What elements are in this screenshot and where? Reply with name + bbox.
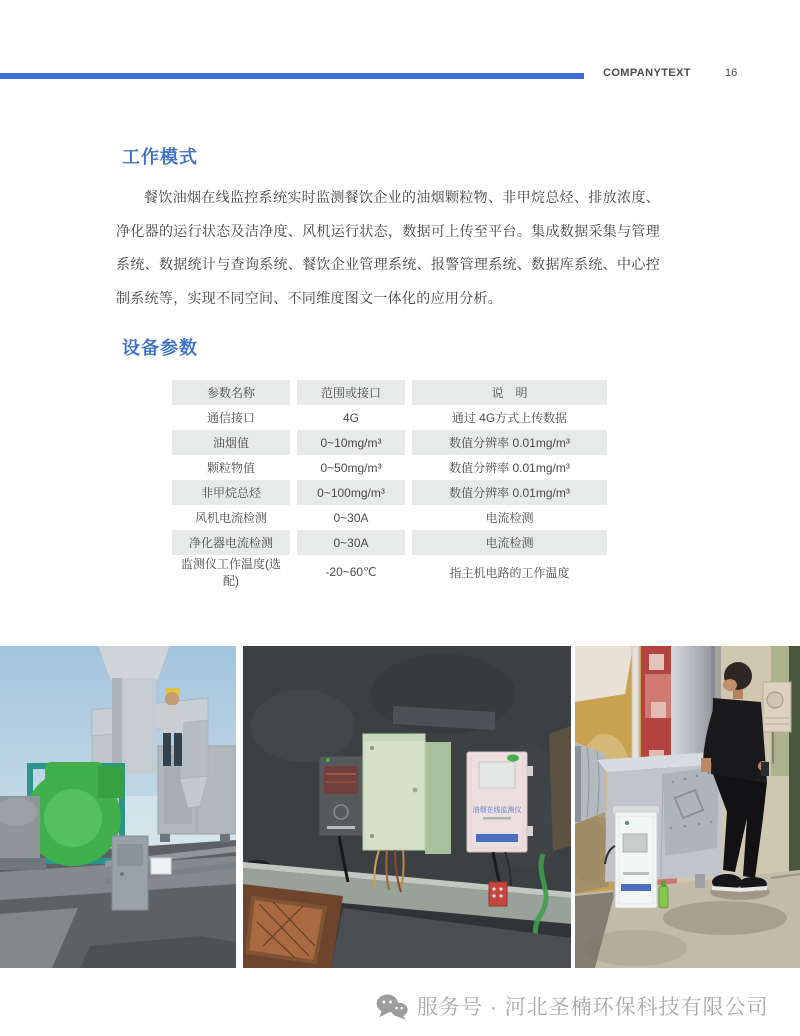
table-header-cell: 范围或接口 bbox=[297, 380, 405, 405]
table-cell: 风机电流检测 bbox=[194, 511, 267, 525]
footer-service-text: 服务号 · 河北圣楠环保科技有限公司 bbox=[417, 996, 769, 1019]
table-cell: 0~100mg/m³ bbox=[297, 480, 405, 505]
section-title-work-mode: 工作模式 bbox=[122, 147, 198, 167]
table-cell: 指主机电路的工作温度 bbox=[449, 565, 570, 580]
table-cell: 监测仪工作温度(选配) bbox=[181, 557, 281, 588]
page-number: 16 bbox=[725, 67, 738, 79]
work-mode-paragraph: 餐饮油烟在线监控系统实时监测餐饮企业的油烟颗粒物、非甲烷总烃、排放浓度、净化器的运行状态及洁净度、风机运行状态，数据可上传至平台。集成数据采集与管理系统、数据统计与查询系统、餐饮企业管理系统、报警管理系统、数据库系统、中心控制系统等，实现不同空间、不同维度图文一体化的应用分析。 bbox=[116, 189, 660, 306]
photo-wall-mounted-monitors bbox=[243, 646, 571, 968]
table-cell: 0~30A bbox=[333, 510, 369, 525]
table-header-row bbox=[172, 380, 607, 405]
table-cell: 0~50mg/m³ bbox=[320, 460, 382, 475]
table-cell: 电流检测 bbox=[485, 511, 534, 525]
table-header-cell: 参数名称 bbox=[172, 380, 290, 405]
terminal-block bbox=[489, 882, 507, 906]
table-row bbox=[172, 405, 607, 430]
params-table-head bbox=[172, 380, 607, 405]
params-table-body bbox=[172, 405, 607, 589]
wechat-icon bbox=[375, 993, 408, 1020]
table-row bbox=[172, 530, 607, 555]
table-cell: 颗粒物值 bbox=[206, 461, 255, 475]
table-cell: 数值分辨率 0.01mg/m³ bbox=[412, 480, 607, 505]
table-cell: 电流检测 bbox=[412, 530, 607, 555]
monitor-label-text: 油烟在线监测仪 bbox=[472, 807, 522, 814]
table-row bbox=[172, 505, 607, 530]
table-cell: 通过 4G方式上传数据 bbox=[451, 411, 568, 425]
small-monitor-unit bbox=[151, 858, 171, 874]
device-params-table bbox=[165, 380, 614, 589]
photo-rooftop-fan-installation bbox=[0, 646, 236, 968]
rusty-mesh-grill bbox=[243, 884, 343, 968]
table-header-cell: 说 明 bbox=[412, 380, 607, 405]
table-cell: 非甲烷总烃 bbox=[172, 480, 290, 505]
table-cell: 油烟值 bbox=[172, 430, 290, 455]
table-cell: 数值分辨率 0.01mg/m³ bbox=[412, 430, 607, 455]
table-cell: 通信接口 bbox=[206, 411, 255, 425]
table-cell: -20~60℃ bbox=[325, 565, 377, 579]
section-title-device-params: 设备参数 bbox=[122, 338, 198, 358]
header-company-label: COMPANYTEXT bbox=[603, 67, 691, 79]
footer bbox=[375, 991, 769, 1021]
table-row bbox=[172, 430, 607, 455]
table-cell: 0~30A bbox=[297, 530, 405, 555]
table-cell: 0~10mg/m³ bbox=[297, 430, 405, 455]
table-cell: 数值分辨率 0.01mg/m³ bbox=[449, 461, 570, 475]
table-cell: 净化器电流检测 bbox=[172, 530, 290, 555]
control-box bbox=[112, 836, 148, 910]
fan-motor bbox=[0, 796, 46, 870]
table-cell: 4G bbox=[342, 410, 359, 425]
header-rule bbox=[0, 73, 584, 79]
table-row bbox=[172, 480, 607, 505]
table-row bbox=[172, 455, 607, 480]
photo-street-purifier-inspection bbox=[575, 646, 800, 968]
table-row bbox=[172, 555, 607, 589]
